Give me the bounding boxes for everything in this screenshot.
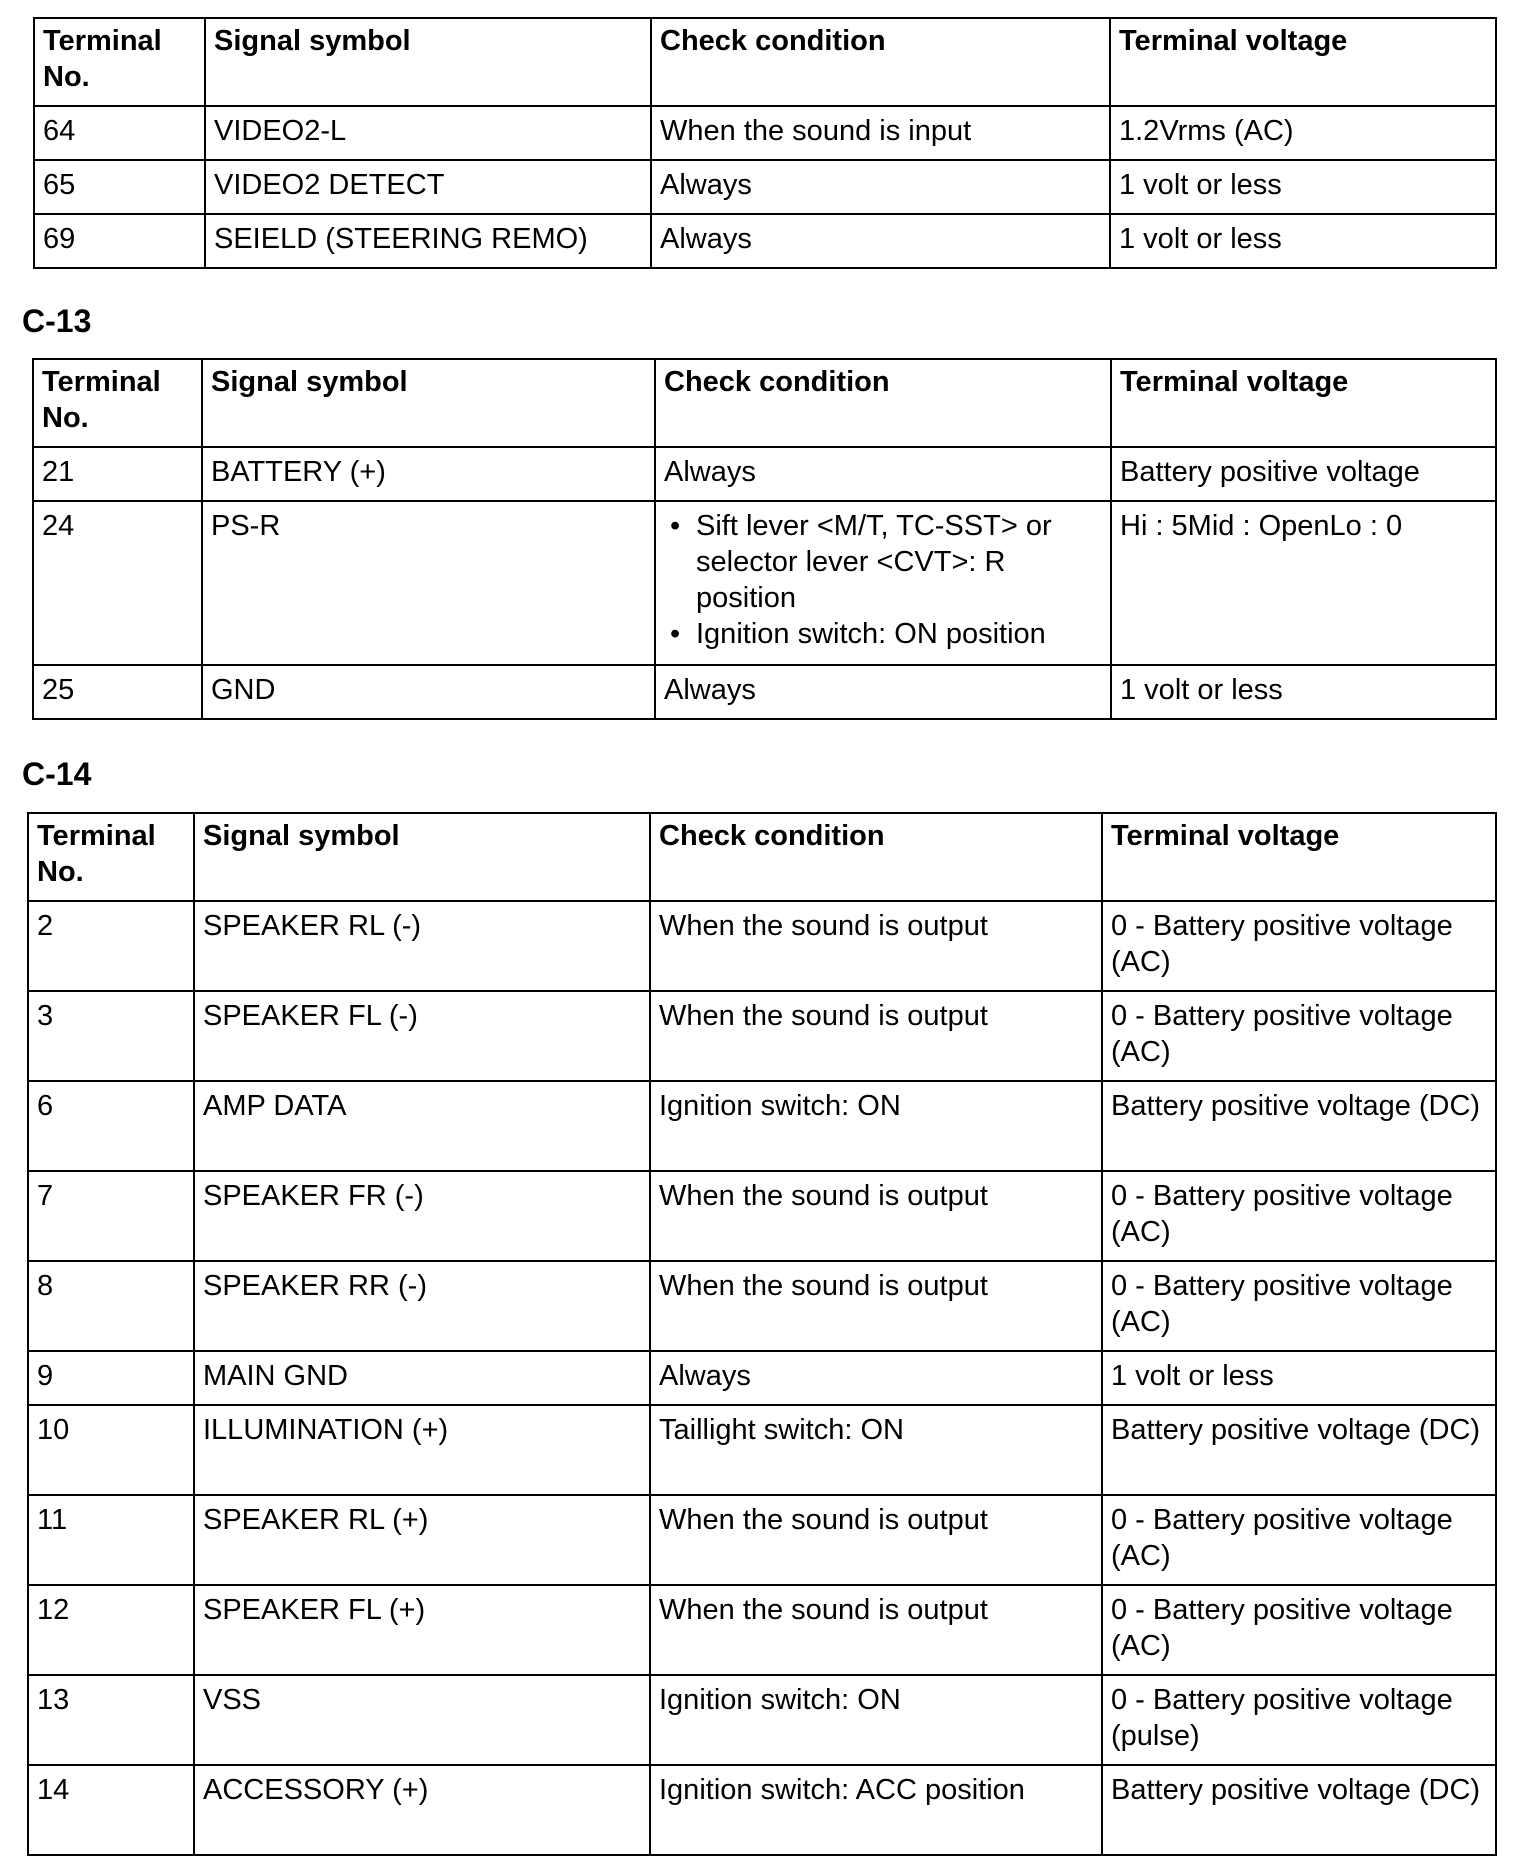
header-check-condition: Check condition <box>650 813 1102 901</box>
cell-voltage: 0 - Battery positive voltage (AC) <box>1102 991 1496 1081</box>
cell-terminal: 14 <box>28 1765 194 1855</box>
table-row <box>28 1405 1496 1495</box>
table-row <box>28 1081 1496 1171</box>
section-title-c13: C-13 <box>22 303 92 339</box>
cell-condition: Taillight switch: ON <box>650 1405 1102 1495</box>
table-row <box>34 106 1496 160</box>
cell-terminal: 3 <box>28 991 194 1081</box>
cell-terminal: 24 <box>33 501 202 665</box>
cell-terminal: 25 <box>33 665 202 719</box>
table-row <box>28 1765 1496 1855</box>
table-row <box>28 1351 1496 1405</box>
table-row <box>28 1585 1496 1675</box>
cell-signal: SPEAKER RL (-) <box>194 901 650 991</box>
cell-condition: When the sound is output <box>650 1171 1102 1261</box>
cell-condition: Always <box>651 214 1110 268</box>
cell-condition: Ignition switch: ON <box>650 1675 1102 1765</box>
table-row <box>28 991 1496 1081</box>
terminal-table-continued <box>33 17 1497 269</box>
cell-voltage: Battery positive voltage (DC) <box>1102 1765 1496 1855</box>
cell-voltage: 1 volt or less <box>1111 665 1496 719</box>
table-row <box>28 1261 1496 1351</box>
cell-terminal: 7 <box>28 1171 194 1261</box>
cell-condition: When the sound is output <box>650 1585 1102 1675</box>
cell-condition: When the sound is output <box>650 1261 1102 1351</box>
condition-bullet-item: • Ignition switch: ON position <box>696 616 1103 652</box>
cell-signal: SEIELD (STEERING REMO) <box>205 214 651 268</box>
cell-voltage: 1 volt or less <box>1110 160 1496 214</box>
header-signal-symbol: Signal symbol <box>202 359 655 447</box>
cell-condition: Always <box>655 665 1111 719</box>
cell-terminal: 11 <box>28 1495 194 1585</box>
header-signal-symbol: Signal symbol <box>205 18 651 106</box>
terminal-table-c14 <box>27 812 1497 1856</box>
header-terminal-voltage: Terminal voltage <box>1111 359 1496 447</box>
table-row <box>33 665 1496 719</box>
cell-signal: SPEAKER FR (-) <box>194 1171 650 1261</box>
cell-condition: Always <box>655 447 1111 501</box>
header-signal-symbol: Signal symbol <box>194 813 650 901</box>
section-title-c14: C-14 <box>22 756 92 792</box>
table-header-row <box>34 18 1496 106</box>
terminal-table-c13 <box>32 358 1497 720</box>
table-row <box>28 1495 1496 1585</box>
cell-terminal: 10 <box>28 1405 194 1495</box>
table-row <box>33 447 1496 501</box>
cell-voltage: 0 - Battery positive voltage (pulse) <box>1102 1675 1496 1765</box>
cell-voltage: 1.2Vrms (AC) <box>1110 106 1496 160</box>
cell-terminal: 69 <box>34 214 205 268</box>
header-check-condition: Check condition <box>651 18 1110 106</box>
cell-voltage: Battery positive voltage (DC) <box>1102 1081 1496 1171</box>
condition-bullet-list <box>664 508 1103 652</box>
cell-signal: BATTERY (+) <box>202 447 655 501</box>
cell-terminal: 21 <box>33 447 202 501</box>
cell-signal: GND <box>202 665 655 719</box>
cell-signal: MAIN GND <box>194 1351 650 1405</box>
cell-voltage: 0 - Battery positive voltage (AC) <box>1102 1171 1496 1261</box>
table-row <box>28 1171 1496 1261</box>
table-row <box>28 901 1496 991</box>
cell-signal: ACCESSORY (+) <box>194 1765 650 1855</box>
cell-signal: SPEAKER FL (+) <box>194 1585 650 1675</box>
cell-terminal: 6 <box>28 1081 194 1171</box>
cell-voltage: 0 - Battery positive voltage (AC) <box>1102 1261 1496 1351</box>
cell-condition: Always <box>650 1351 1102 1405</box>
cell-condition: When the sound is output <box>650 991 1102 1081</box>
cell-voltage: 0 - Battery positive voltage (AC) <box>1102 901 1496 991</box>
cell-terminal: 64 <box>34 106 205 160</box>
cell-signal: VIDEO2 DETECT <box>205 160 651 214</box>
table-row <box>33 501 1496 665</box>
cell-terminal: 2 <box>28 901 194 991</box>
cell-condition: When the sound is output <box>650 901 1102 991</box>
cell-terminal: 13 <box>28 1675 194 1765</box>
cell-voltage: Battery positive voltage (DC) <box>1102 1405 1496 1495</box>
cell-voltage: 1 volt or less <box>1110 214 1496 268</box>
cell-signal: SPEAKER FL (-) <box>194 991 650 1081</box>
header-terminal-voltage: Terminal voltage <box>1110 18 1496 106</box>
header-terminal-no: Terminal No. <box>34 18 205 106</box>
cell-signal: AMP DATA <box>194 1081 650 1171</box>
cell-terminal: 9 <box>28 1351 194 1405</box>
cell-voltage: 0 - Battery positive voltage (AC) <box>1102 1495 1496 1585</box>
cell-condition: Always <box>651 160 1110 214</box>
cell-terminal: 8 <box>28 1261 194 1351</box>
cell-voltage: Hi : 5Mid : OpenLo : 0 <box>1111 501 1496 665</box>
cell-voltage: 0 - Battery positive voltage (AC) <box>1102 1585 1496 1675</box>
cell-signal: SPEAKER RL (+) <box>194 1495 650 1585</box>
cell-condition <box>655 501 1111 665</box>
condition-bullet-item: • Sift lever <M/T, TC-SST> or selector lever <CVT>: R position <box>696 508 1103 616</box>
cell-voltage: 1 volt or less <box>1102 1351 1496 1405</box>
table-row <box>28 1675 1496 1765</box>
cell-signal: VIDEO2-L <box>205 106 651 160</box>
table-row <box>34 160 1496 214</box>
cell-signal: VSS <box>194 1675 650 1765</box>
cell-terminal: 12 <box>28 1585 194 1675</box>
header-terminal-no: Terminal No. <box>33 359 202 447</box>
cell-signal: ILLUMINATION (+) <box>194 1405 650 1495</box>
cell-signal: SPEAKER RR (-) <box>194 1261 650 1351</box>
table-header-row <box>28 813 1496 901</box>
cell-condition: Ignition switch: ON <box>650 1081 1102 1171</box>
cell-condition: When the sound is input <box>651 106 1110 160</box>
cell-terminal: 65 <box>34 160 205 214</box>
header-terminal-voltage: Terminal voltage <box>1102 813 1496 901</box>
table-header-row <box>33 359 1496 447</box>
cell-signal: PS-R <box>202 501 655 665</box>
table-row <box>34 214 1496 268</box>
header-check-condition: Check condition <box>655 359 1111 447</box>
cell-condition: When the sound is output <box>650 1495 1102 1585</box>
cell-voltage: Battery positive voltage <box>1111 447 1496 501</box>
header-terminal-no: Terminal No. <box>28 813 194 901</box>
cell-condition: Ignition switch: ACC position <box>650 1765 1102 1855</box>
